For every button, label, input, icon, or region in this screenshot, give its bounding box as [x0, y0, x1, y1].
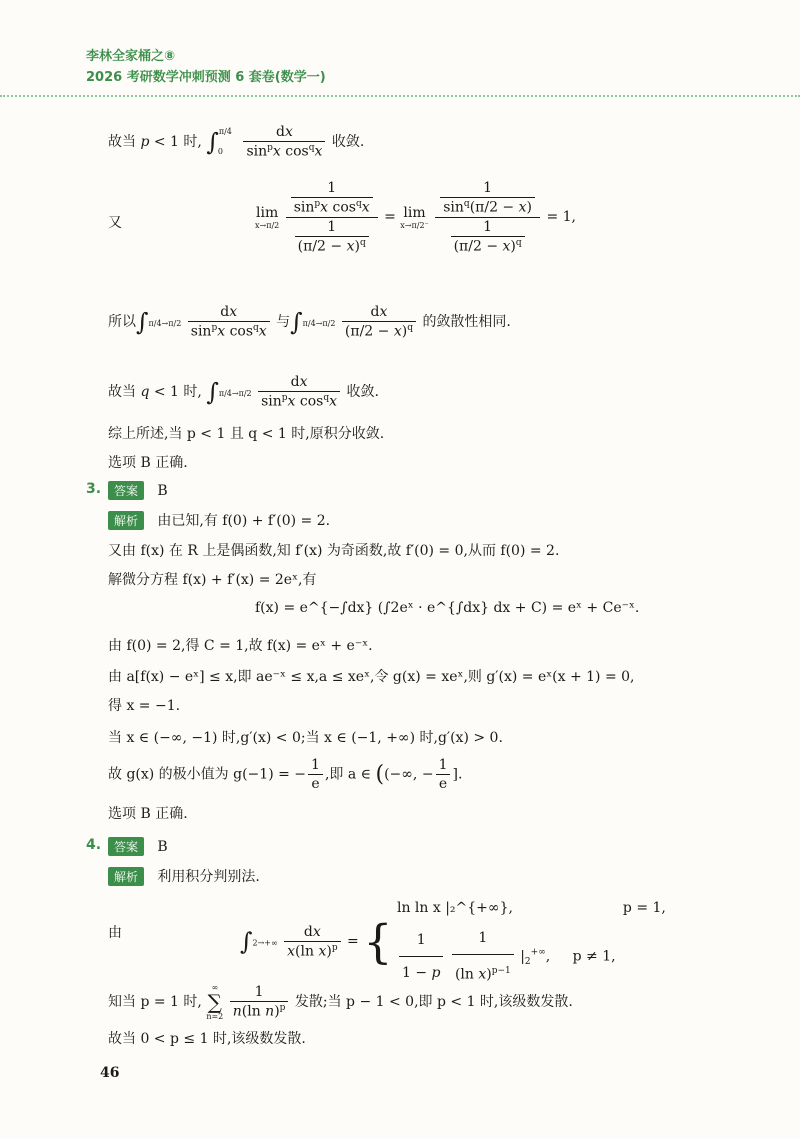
- analysis-tag: 解析: [108, 511, 144, 530]
- q3-line-2: 又由 f(x) 在 R 上是偶函数,知 f′(x) 为奇函数,故 f′(0) = 0,从而 f(0) = 2.: [108, 543, 560, 559]
- q3-analysis-row: 解析 由已知,有 f(0) + f′(0) = 2.: [108, 510, 330, 530]
- q3-answer-row: [108, 481, 168, 500]
- q4-number: 4.: [86, 837, 102, 853]
- q3-line-6: 得 x = −1.: [108, 698, 181, 714]
- q4-integral-label: 由: [108, 925, 122, 941]
- q4-line-2: 知当 p = 1 时, ∞ ∑ n=2 $\frac{1}{n(\ln n)^p}$ 发散;当 p − 1 < 0,即 p < 1 时,该级数发散.: [108, 983, 573, 1021]
- q3-line-3: 解微分方程 f(x) + f′(x) = 2eˣ,有: [108, 572, 317, 588]
- page-number: 46: [100, 1065, 120, 1081]
- q3-number: 3.: [86, 481, 102, 497]
- running-header: [86, 46, 326, 88]
- q4-answer: B: [157, 839, 168, 855]
- q4-integral-equation: ∫2→+∞ $\frac{dx}{x(\ln x)^p}$ = { ln ln x |₂^{+∞}, p = 1, $\frac{1}{1 - p}$ $\frac{1}{(\ln x)^{p-1}}$ $|_2^{+\infty}$, p ≠ 1,: [240, 893, 666, 990]
- answer-tag: 答案: [108, 481, 144, 500]
- q3-equation: f(x) = e^{−∫dx} (∫2eˣ · e^{∫dx} dx + C) = eˣ + Ce⁻ˣ.: [255, 600, 640, 616]
- limit-equation: lim x→π/2 $\frac{\frac{1}{\sin^px \cos^qx}}{\frac{1}{(\pi/2 - x)^q}}$ = lim x→π/2⁻ $\frac{\frac{1}{\sin^q(\pi/2 - x)}}{\frac{1}{(\pi/2 - x)^q}}$ = 1,: [255, 180, 576, 255]
- line-4: 故当 q < 1 时, ∫π/4→π/2 $\frac{dx}{\sin^px \cos^qx}$ 收敛.: [108, 374, 379, 410]
- analysis-tag: 解析: [108, 867, 144, 886]
- header-series: 李林全家桶之⑧: [86, 49, 176, 64]
- line-5: 综上所述,当 p < 1 且 q < 1 时,原积分收敛.: [108, 426, 385, 442]
- line-1: 故当 p < 1 时, ∫$^{\pi/4}_0$ $\frac{dx}{\sin^px \cos^qx}$ 收敛.: [108, 124, 365, 160]
- q3-line-5: 由 a[f(x) − eˣ] ≤ x,即 ae⁻ˣ ≤ x,a ≤ xeˣ,令 g(x) = xeˣ,则 g′(x) = eˣ(x + 1) = 0,: [108, 669, 635, 685]
- header-title: 2026 考研数学冲刺预测 6 套卷(数学一): [86, 70, 326, 85]
- q4-answer-row: [108, 837, 168, 856]
- answer-tag: 答案: [108, 837, 144, 856]
- line-6: 选项 B 正确.: [108, 455, 188, 471]
- q3-line-7: 当 x ∈ (−∞, −1) 时,g′(x) < 0;当 x ∈ (−1, +∞) 时,g′(x) > 0.: [108, 730, 503, 746]
- q4-line-3: 故当 0 < p ≤ 1 时,该级数发散.: [108, 1031, 306, 1047]
- q3-line-9: 选项 B 正确.: [108, 806, 188, 822]
- line-3: 所以∫π/4→π/2 $\frac{dx}{\sin^px \cos^qx}$ 与∫π/4→π/2 $\frac{dx}{(\pi/2 - x)^q}$ 的敛散性相同.: [108, 304, 511, 340]
- q3-answer: B: [157, 483, 168, 499]
- limit-label: 又: [108, 215, 122, 231]
- q3-line-4: 由 f(0) = 2,得 C = 1,故 f(x) = eˣ + e⁻ˣ.: [108, 638, 373, 654]
- header-divider: [0, 95, 800, 97]
- q3-line-8: 故 g(x) 的极小值为 g(−1) = − $\frac{1}{e}$ ,即 a ∈ ((−∞, − $\frac{1}{e}$ ].: [108, 757, 463, 792]
- q4-analysis-row: 解析 利用积分判别法.: [108, 866, 260, 886]
